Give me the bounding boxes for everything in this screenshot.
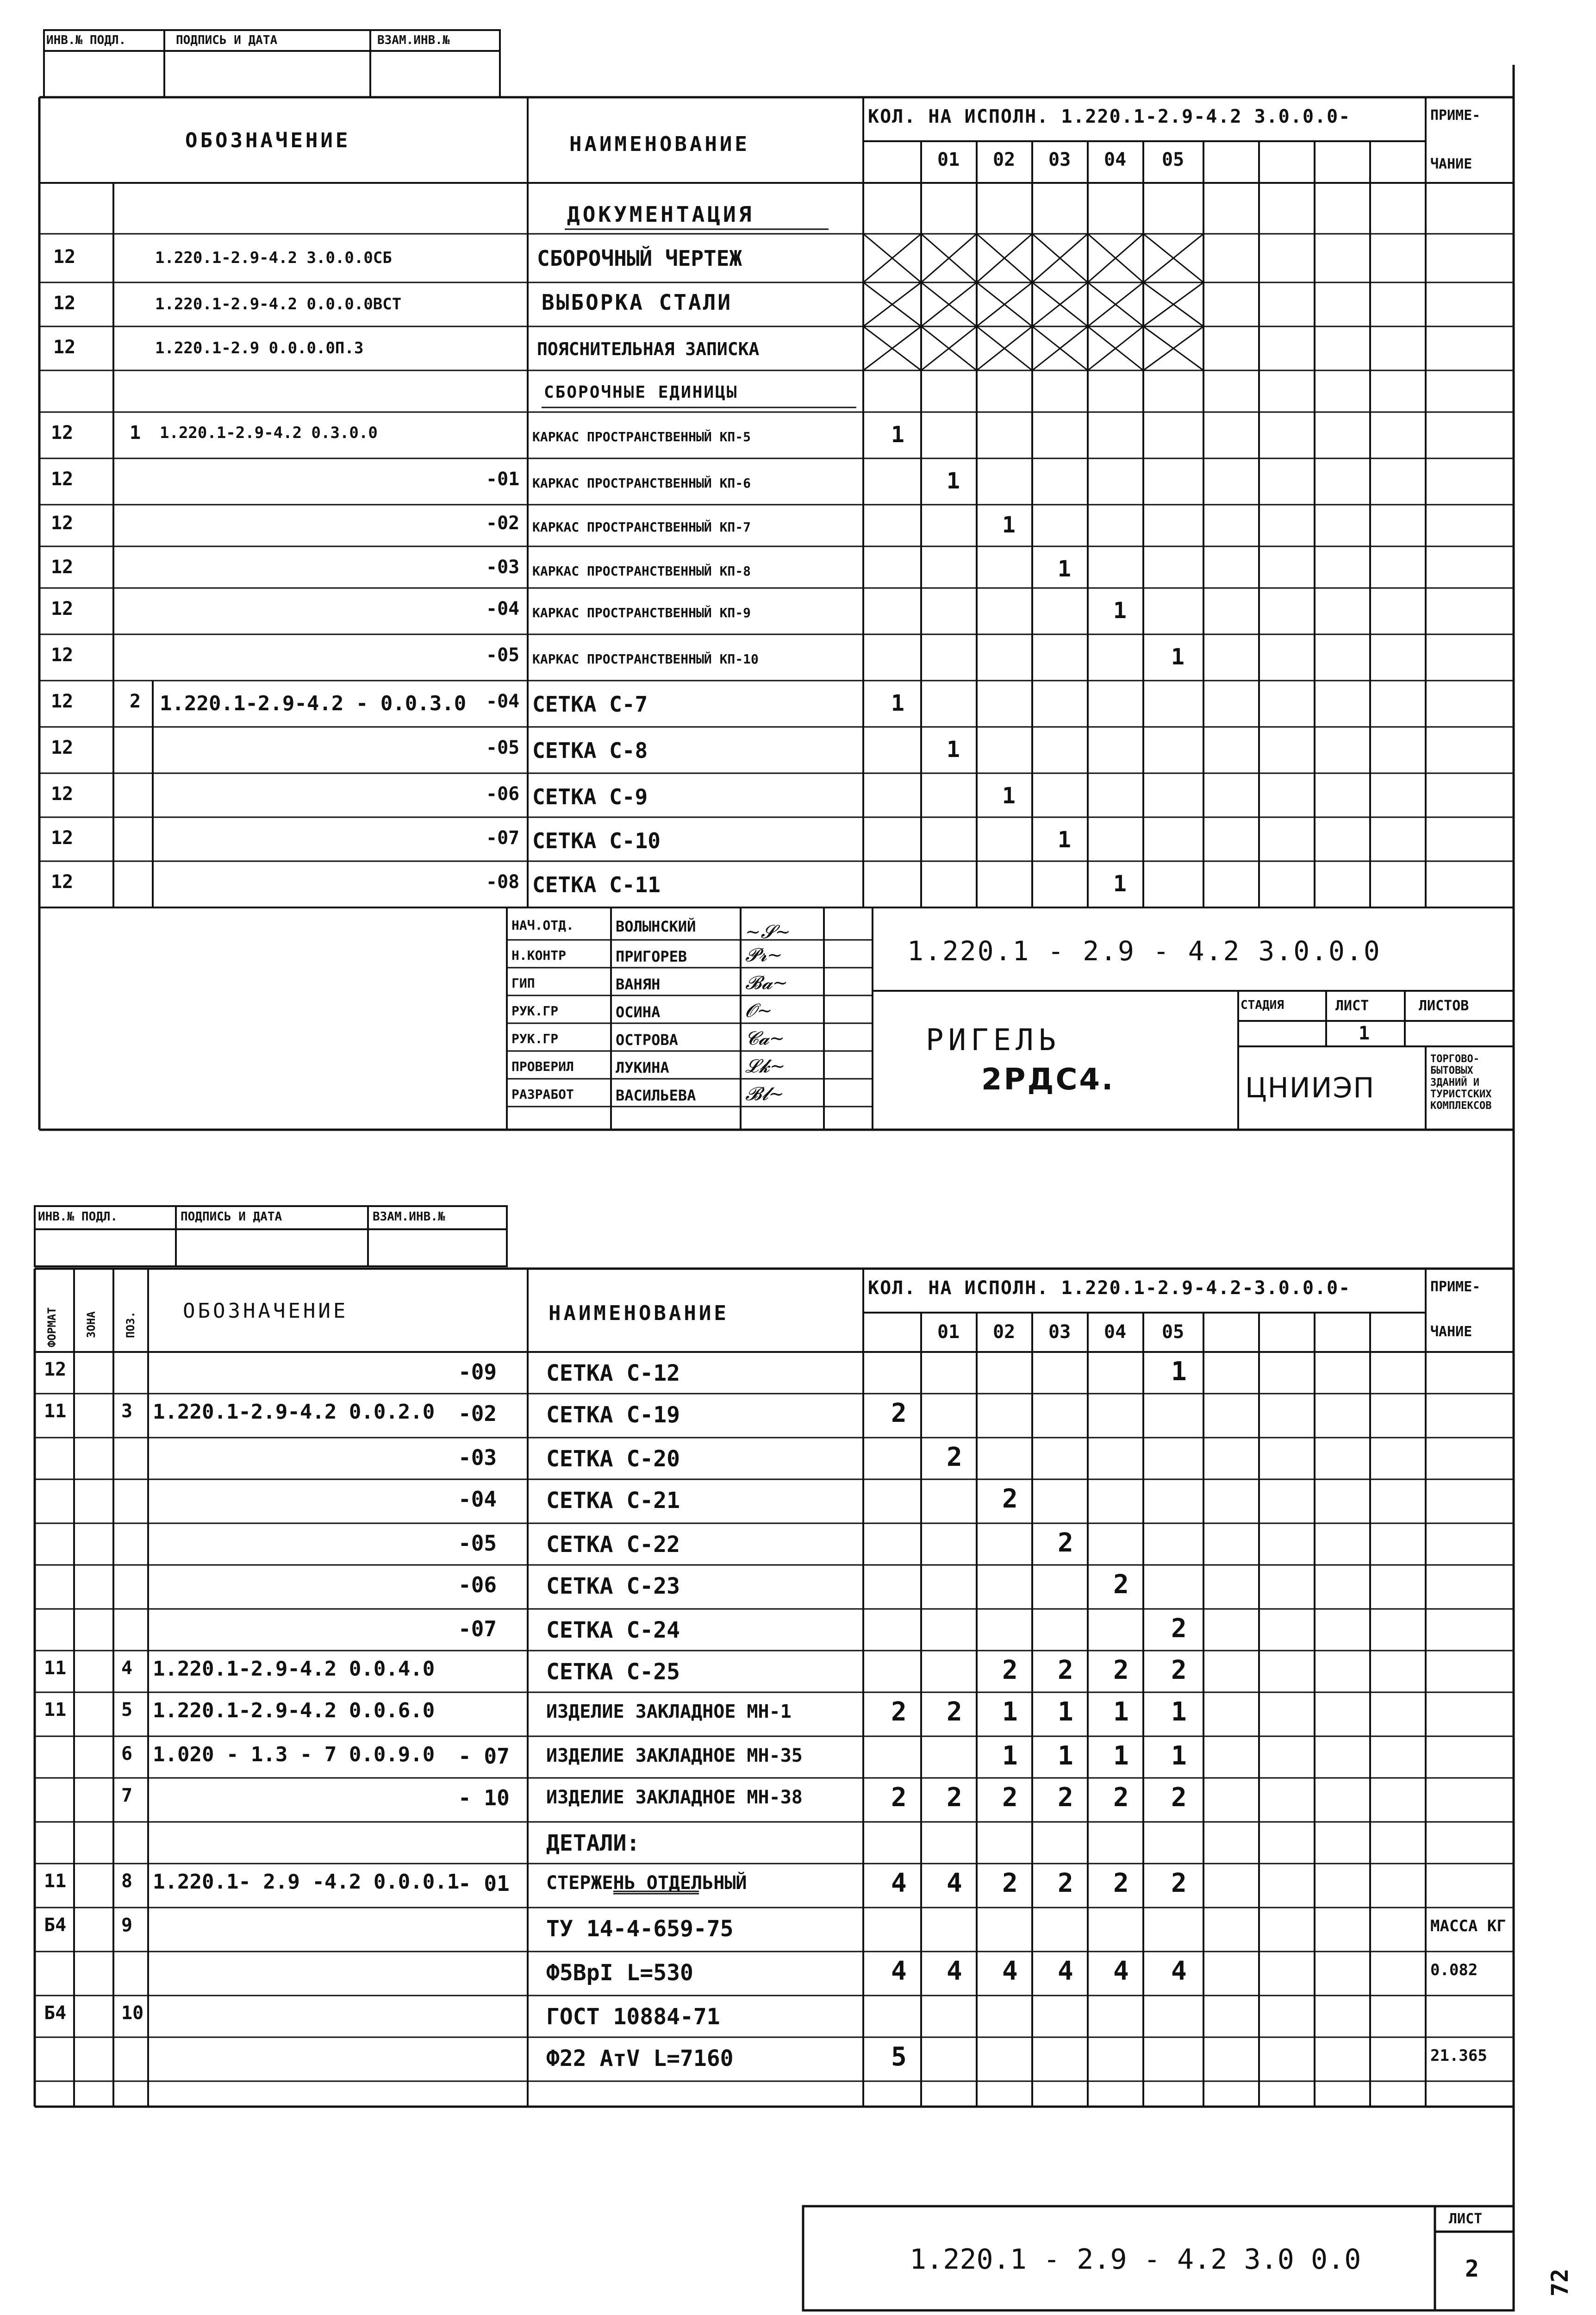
bottom-row-qty: 5 — [891, 2042, 907, 2072]
bottom-row-qty: 1 — [1002, 1697, 1018, 1727]
top-row-qty: 1 — [891, 690, 904, 716]
bottom-row-name: СЕТКА С-24 — [546, 1617, 680, 1643]
top-row-qty: 1 — [1002, 783, 1016, 809]
top-row-format: 12 — [51, 513, 74, 534]
top-row-format: 12 — [51, 598, 74, 619]
doc-row-2-format: 12 — [53, 293, 76, 314]
bottom-row-qty: 2 — [1002, 1655, 1018, 1685]
b-corner-label-inv: ИНВ.№ ПОДЛ. — [38, 1210, 118, 1224]
top-row-suffix: -04 — [486, 598, 520, 619]
header-variant-03: 03 — [1048, 149, 1071, 170]
bottom-row-qty: 4 — [947, 1868, 962, 1898]
top-row-suffix: -05 — [486, 737, 520, 758]
bottom-row-pos: 9 — [121, 1915, 133, 1936]
bottom-row-name: СЕТКА С-23 — [546, 1573, 680, 1599]
b-header-zone: ЗОНА — [85, 1311, 98, 1338]
b-header-format: ФОРМАТ — [45, 1307, 58, 1347]
top-row-name: КАРКАС ПРОСТРАНСТВЕННЫЙ КП-9 — [532, 605, 751, 620]
bottom-row-qty: 2 — [1058, 1528, 1073, 1558]
b-header-designation: ОБОЗНАЧЕНИЕ — [183, 1299, 349, 1323]
bottom-row-format: Б4 — [44, 1915, 67, 1936]
header-variant-02: 02 — [993, 149, 1016, 170]
stage-label: СТАДИЯ — [1241, 998, 1284, 1012]
bottom-row-pos: 8 — [121, 1871, 133, 1892]
bottom-row-qty: 1 — [1058, 1741, 1073, 1771]
top-row-format: 12 — [51, 783, 74, 805]
top-row-qty: 1 — [1058, 827, 1071, 853]
bottom-row-suffix: -02 — [458, 1401, 497, 1426]
bottom-row-suffix: -05 — [458, 1531, 497, 1556]
top-row-qty: 1 — [1171, 644, 1185, 670]
doc-row-3-name: ПОЯСНИТЕЛЬНАЯ ЗАПИСКА — [537, 339, 760, 359]
organization-note: ТОРГОВО-БЫТОВЫХ ЗДАНИЙ И ТУРИСТСКИХ КОМПЛЕКСОВ — [1430, 1053, 1492, 1112]
staff-person: ПРИГОРЕВ — [616, 948, 687, 965]
staff-person: ОСТРОВА — [616, 1031, 678, 1049]
b-header-qty-by-variant: КОЛ. НА ИСПОЛН. 1.220.1-2.9-4.2-3.0.0.0- — [868, 1277, 1351, 1299]
bottom-row-qty: 2 — [947, 1697, 962, 1727]
title-name: РИГЕЛЬ — [926, 1023, 1061, 1057]
bottom-row-qty: 1 — [1002, 1741, 1018, 1771]
sheet-label: ЛИСТ — [1335, 998, 1369, 1014]
bottom-row-name: Ф5ВрI L=530 — [546, 1960, 693, 1986]
b-corner-label-replace: ВЗАМ.ИНВ.№ — [373, 1210, 445, 1224]
top-row-format: 12 — [51, 557, 74, 578]
header-variant-04: 04 — [1104, 149, 1127, 170]
bottom-row-name: СЕТКА С-12 — [546, 1360, 680, 1386]
bottom-row-qty: 4 — [947, 1956, 962, 1986]
footer-code: 1.220.1 - 2.9 - 4.2 3.0 0.0 — [910, 2243, 1361, 2276]
doc-row-2-designation: 1.220.1-2.9-4.2 0.0.0.0ВСТ — [155, 295, 402, 313]
bottom-row-format: 11 — [44, 1401, 67, 1422]
bottom-row-name: Ф22 АтV L=7160 — [546, 2046, 734, 2071]
top-row-name: КАРКАС ПРОСТРАНСТВЕННЫЙ КП-8 — [532, 563, 751, 579]
bottom-row-qty: 2 — [1058, 1655, 1073, 1685]
bottom-row-qty: 2 — [1113, 1570, 1129, 1600]
staff-role: Н.КОНТР — [511, 948, 567, 963]
top-row-qty: 1 — [947, 468, 960, 494]
bottom-row-name: ГОСТ 10884-71 — [546, 2004, 720, 2030]
top-row-format: 12 — [51, 422, 74, 444]
top-row-qty: 1 — [891, 422, 904, 448]
top-row-suffix: -06 — [486, 783, 520, 805]
bottom-row-pos: 7 — [121, 1785, 133, 1806]
title-code: 1.220.1 - 2.9 - 4.2 3.0.0.0 — [907, 935, 1381, 967]
top-row-name: СЕТКА С-9 — [532, 784, 648, 809]
top-row-name: СЕТКА С-8 — [532, 738, 648, 763]
corner-label-replace: ВЗАМ.ИНВ.№ — [377, 33, 450, 47]
bottom-row-name: ИЗДЕЛИЕ ЗАКЛАДНОЕ МН-35 — [546, 1745, 803, 1766]
corner-label-sign: ПОДПИСЬ И ДАТА — [176, 33, 278, 47]
top-row-suffix: -07 — [486, 827, 520, 849]
doc-row-1-designation: 1.220.1-2.9-4.2 3.0.0.0СБ — [155, 249, 392, 267]
margin-number: 72 — [1546, 2268, 1573, 2296]
top-row-pos: 1 — [130, 422, 141, 444]
bottom-row-qty: 4 — [1002, 1956, 1018, 1986]
bottom-row-qty: 2 — [1171, 1783, 1187, 1813]
b-header-note-2: ЧАНИЕ — [1430, 1324, 1472, 1340]
bottom-row-designation: 1.220.1-2.9-4.2 0.0.2.0 — [153, 1400, 435, 1424]
doc-row-3-designation: 1.220.1-2.9 0.0.0.0П.З — [155, 339, 364, 357]
doc-row-2-name: ВЫБОРКА СТАЛИ — [542, 290, 733, 315]
bottom-row-qty: 2 — [947, 1783, 962, 1813]
bottom-row-name: ДЕТАЛИ: — [546, 1830, 640, 1856]
bottom-row-qty: 1 — [1171, 1357, 1187, 1387]
bottom-row-suffix: - 10 — [458, 1785, 510, 1810]
staff-role: РУК.ГР — [511, 1031, 559, 1046]
staff-person: ЛУКИНА — [616, 1059, 669, 1076]
bottom-row-name: ТУ 14-4-659-75 — [546, 1916, 734, 1942]
footer-sheet-number: 2 — [1465, 2255, 1479, 2282]
bottom-row-qty: 1 — [1171, 1741, 1187, 1771]
top-row-name: КАРКАС ПРОСТРАНСТВЕННЫЙ КП-6 — [532, 476, 751, 491]
bottom-row-qty: 1 — [1113, 1741, 1129, 1771]
top-row-qty: 1 — [1002, 512, 1016, 538]
top-row-qty: 1 — [1058, 556, 1071, 582]
doc-row-3-format: 12 — [53, 337, 76, 358]
b-header-name: НАИМЕНОВАНИЕ — [549, 1301, 729, 1325]
bottom-row-qty: 2 — [891, 1783, 907, 1813]
top-row-format: 12 — [51, 691, 74, 712]
staff-person: ВОЛЫНСКИЙ — [616, 918, 696, 935]
bottom-row-qty: 2 — [1171, 1614, 1187, 1644]
top-row-suffix: -08 — [486, 871, 520, 893]
header-variant-01: 01 — [937, 149, 960, 170]
staff-role: ПРОВЕРИЛ — [511, 1059, 574, 1074]
b-header-variant-02: 02 — [993, 1321, 1016, 1343]
top-row-qty: 1 — [1113, 871, 1127, 897]
top-row-qty: 1 — [947, 737, 960, 763]
top-row-suffix: -01 — [486, 469, 520, 490]
signature-6: 𝓛𝓴~ — [745, 1056, 786, 1077]
top-row-name: СЕТКА С-7 — [532, 692, 648, 717]
bottom-row-format: 11 — [44, 1871, 67, 1892]
top-row-pos: 2 — [130, 691, 141, 712]
sheets-label: ЛИСТОВ — [1419, 998, 1469, 1014]
bottom-row-name: СЕТКА С-20 — [546, 1446, 680, 1472]
top-row-name: КАРКАС ПРОСТРАНСТВЕННЫЙ КП-7 — [532, 519, 751, 535]
bottom-row-format: 11 — [44, 1658, 67, 1679]
signature-5: 𝓒𝓪~ — [745, 1028, 785, 1049]
staff-role: РУК.ГР — [511, 1003, 559, 1019]
top-row-suffix: -03 — [486, 557, 520, 578]
bottom-row-qty: 4 — [1113, 1956, 1129, 1986]
top-row-suffix: -04 — [486, 691, 520, 712]
bottom-row-name: ИЗДЕЛИЕ ЗАКЛАДНОЕ МН-1 — [546, 1701, 792, 1722]
bottom-row-note: МАССА КГ — [1430, 1917, 1506, 1935]
bottom-row-qty: 4 — [1058, 1956, 1073, 1986]
header-note-2: ЧАНИЕ — [1430, 156, 1472, 172]
bottom-row-qty: 2 — [1171, 1868, 1187, 1898]
bottom-row-qty: 2 — [1002, 1783, 1018, 1813]
header-designation: ОБОЗНАЧЕНИЕ — [185, 129, 351, 152]
bottom-row-note: 21.365 — [1430, 2046, 1487, 2065]
b-header-variant-01: 01 — [937, 1321, 960, 1343]
bottom-row-suffix: -09 — [458, 1359, 497, 1384]
section-assembly-units: СБОРОЧНЫЕ ЕДИНИЦЫ — [544, 383, 738, 402]
top-row-name: СЕТКА С-10 — [532, 828, 661, 853]
signature-1: ~𝓢~ — [745, 921, 791, 943]
bottom-row-suffix: - 07 — [458, 1744, 510, 1769]
staff-role: НАЧ.ОТД. — [511, 918, 574, 933]
bottom-row-designation: 1.220.1-2.9-4.2 0.0.6.0 — [153, 1699, 435, 1722]
doc-row-1-name: СБОРОЧНЫЙ ЧЕРТЕЖ — [537, 246, 742, 271]
top-row-format: 12 — [51, 469, 74, 490]
top-row-designation: 1.220.1-2.9-4.2 0.3.0.0 — [160, 424, 378, 442]
bottom-row-qty: 2 — [1002, 1868, 1018, 1898]
bottom-row-qty: 2 — [947, 1442, 962, 1472]
signature-3: 𝓑𝓪~ — [745, 972, 788, 994]
signature-7: 𝓑𝓵~ — [745, 1083, 785, 1105]
bottom-row-qty: 4 — [891, 1868, 907, 1898]
top-row-name: СЕТКА С-11 — [532, 872, 661, 897]
staff-person: ВАНЯН — [616, 976, 661, 993]
bottom-row-suffix: -06 — [458, 1572, 497, 1597]
signature-4: 𝓞~ — [745, 1000, 773, 1021]
bottom-row-qty: 2 — [1113, 1783, 1129, 1813]
b-header-variant-05: 05 — [1162, 1321, 1185, 1343]
bottom-row-qty: 4 — [891, 1956, 907, 1986]
footer-sheet-label: ЛИСТ — [1449, 2211, 1483, 2227]
b-header-pos: ПОЗ. — [124, 1311, 137, 1338]
bottom-row-qty: 1 — [1058, 1697, 1073, 1727]
b-corner-label-sign: ПОДПИСЬ И ДАТА — [181, 1210, 282, 1224]
header-note-1: ПРИМЕ- — [1430, 107, 1481, 124]
staff-person: ВАСИЛЬЕВА — [616, 1087, 696, 1104]
organization: ЦНИИЭП — [1245, 1072, 1375, 1104]
title-subtitle: 2РДС4. — [981, 1063, 1115, 1097]
bottom-row-qty: 2 — [1058, 1783, 1073, 1813]
bottom-row-qty: 4 — [1171, 1956, 1187, 1986]
bottom-row-designation: 1.020 - 1.3 - 7 0.0.9.0 — [153, 1743, 435, 1766]
bottom-row-qty: 2 — [1002, 1484, 1018, 1514]
bottom-row-qty: 2 — [1171, 1655, 1187, 1685]
staff-role: ГИП — [511, 976, 535, 991]
top-row-name: КАРКАС ПРОСТРАНСТВЕННЫЙ КП-5 — [532, 429, 751, 444]
top-row-suffix: -02 — [486, 513, 520, 534]
bottom-row-name: СЕТКА С-25 — [546, 1659, 680, 1685]
bottom-row-qty: 2 — [1113, 1868, 1129, 1898]
staff-role: РАЗРАБОТ — [511, 1087, 574, 1102]
bottom-row-designation: 1.220.1- 2.9 -4.2 0.0.0.1 — [153, 1870, 460, 1894]
top-row-suffix: -05 — [486, 644, 520, 666]
bottom-row-designation: 1.220.1-2.9-4.2 0.0.4.0 — [153, 1657, 435, 1681]
bottom-row-name: ИЗДЕЛИЕ ЗАКЛАДНОЕ МН-38 — [546, 1787, 803, 1808]
bottom-row-format: 12 — [44, 1359, 67, 1380]
bottom-row-name: СЕТКА С-19 — [546, 1402, 680, 1428]
bottom-row-qty: 2 — [891, 1398, 907, 1428]
bottom-row-qty: 2 — [1113, 1655, 1129, 1685]
corner-label-inv: ИНВ.№ ПОДЛ. — [46, 33, 126, 47]
bottom-row-qty: 1 — [1113, 1697, 1129, 1727]
bottom-row-name: СЕТКА С-22 — [546, 1532, 680, 1558]
signature-2: 𝓟𝓻~ — [745, 945, 783, 966]
sheet-number: 1 — [1359, 1023, 1370, 1044]
header-qty-by-variant: КОЛ. НА ИСПОЛН. 1.220.1-2.9-4.2 3.0.0.0- — [868, 106, 1351, 127]
staff-person: ОСИНА — [616, 1003, 661, 1021]
b-header-variant-04: 04 — [1104, 1321, 1127, 1343]
top-row-format: 12 — [51, 737, 74, 758]
b-header-variant-03: 03 — [1048, 1321, 1071, 1343]
header-name: НАИМЕНОВАНИЕ — [569, 132, 750, 156]
section-documentation: ДОКУМЕНТАЦИЯ — [567, 202, 754, 227]
bottom-row-pos: 10 — [121, 2002, 144, 2024]
bottom-row-suffix: -07 — [458, 1616, 497, 1641]
doc-row-1-format: 12 — [53, 246, 76, 268]
top-row-qty: 1 — [1113, 598, 1127, 624]
top-row-designation: 1.220.1-2.9-4.2 - 0.0.3.0 — [160, 692, 467, 715]
bottom-row-name: СЕТКА С-21 — [546, 1488, 680, 1514]
bottom-row-pos: 6 — [121, 1743, 133, 1764]
bottom-row-format: 11 — [44, 1699, 67, 1721]
bottom-row-qty: 2 — [1058, 1868, 1073, 1898]
bottom-row-qty: 2 — [891, 1697, 907, 1727]
top-row-format: 12 — [51, 871, 74, 893]
bottom-row-suffix: -04 — [458, 1487, 497, 1512]
bottom-row-name: СТЕРЖЕНЬ ОТДЕЛЬНЫЙ — [546, 1872, 747, 1894]
bottom-row-pos: 5 — [121, 1699, 133, 1721]
header-variant-05: 05 — [1162, 149, 1185, 170]
top-row-format: 12 — [51, 827, 74, 849]
bottom-row-pos: 4 — [121, 1658, 133, 1679]
b-header-note-1: ПРИМЕ- — [1430, 1279, 1481, 1295]
bottom-row-suffix: - 01 — [458, 1871, 510, 1896]
bottom-row-format: Б4 — [44, 2002, 67, 2024]
top-row-format: 12 — [51, 644, 74, 666]
top-row-name: КАРКАС ПРОСТРАНСТВЕННЫЙ КП-10 — [532, 651, 759, 667]
bottom-row-note: 0.082 — [1430, 1961, 1478, 1979]
bottom-row-pos: 3 — [121, 1401, 133, 1422]
bottom-row-suffix: -03 — [458, 1445, 497, 1470]
bottom-row-qty: 1 — [1171, 1697, 1187, 1727]
